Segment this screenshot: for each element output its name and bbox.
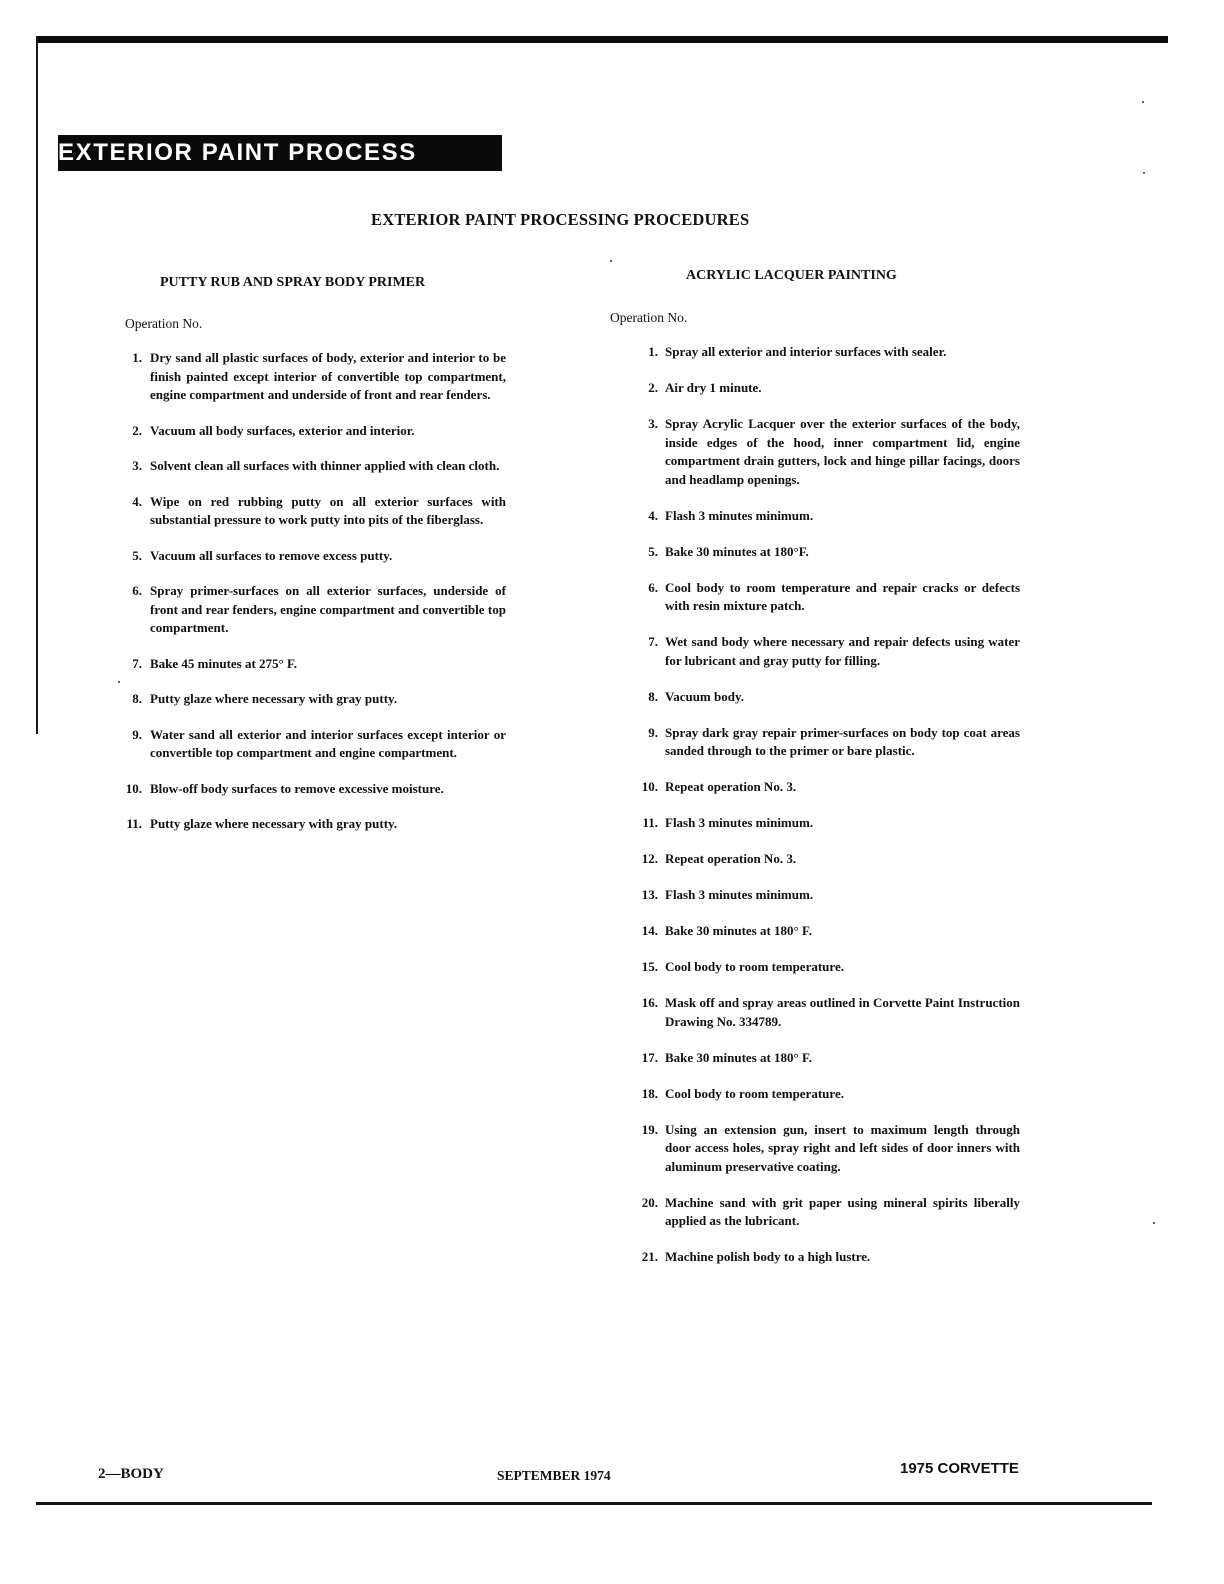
step-text: Bake 30 minutes at 180° F. xyxy=(665,1049,813,1065)
step-number: 5. xyxy=(648,543,658,559)
step-number: 13. xyxy=(641,887,658,902)
step-text: Cool body to room temperature. xyxy=(665,959,844,974)
operation-step xyxy=(128,655,506,674)
section-banner: EXTERIOR PAINT PROCESS xyxy=(58,135,502,171)
step-text: Machine polish body to a high lustre. xyxy=(665,1249,871,1264)
operation-step xyxy=(125,780,506,799)
scan-speck xyxy=(1142,101,1144,103)
page-title: EXTERIOR PAINT PROCESSING PROCEDURES xyxy=(371,210,750,229)
operation-step xyxy=(128,690,506,709)
right-column-heading: ACRYLIC LACQUER PAINTING xyxy=(686,268,897,283)
operation-step xyxy=(640,922,1020,941)
step-text: Dry sand all plastic surfaces of body, exterior and interior to be finish painted except interior of convertible top compartment, engine compartment and underside of front and rear fenders. xyxy=(150,350,506,402)
operation-step xyxy=(640,1248,1020,1267)
step-number: 15. xyxy=(641,959,658,974)
operation-step xyxy=(640,579,1020,616)
step-text: Flash 3 minutes minimum. xyxy=(665,507,814,523)
operation-step xyxy=(640,1085,1020,1104)
step-number: 20. xyxy=(641,1194,658,1210)
left-margin-rule xyxy=(36,36,38,734)
footer-date: SEPTEMBER 1974 xyxy=(497,1468,611,1483)
right-steps-list xyxy=(640,343,1020,1284)
operation-step xyxy=(640,543,1020,562)
operation-step xyxy=(640,1121,1020,1177)
operation-step xyxy=(640,415,1020,489)
step-number: 11. xyxy=(642,815,658,830)
operation-step xyxy=(640,507,1020,526)
step-number: 10. xyxy=(125,780,142,796)
footer-section-page: 2—BODY xyxy=(98,1466,164,1482)
step-text: Spray dark gray repair primer-surfaces on body top coat areas sanded through to the primer or bare plastic. xyxy=(665,724,1020,758)
step-number: 4. xyxy=(132,493,142,509)
step-text: Spray all exterior and interior surfaces with sealer. xyxy=(665,344,947,359)
step-number: 7. xyxy=(648,634,658,649)
step-text: Repeat operation No. 3. xyxy=(665,779,797,794)
operation-step xyxy=(640,958,1020,977)
step-number: 1. xyxy=(648,344,658,359)
step-number: 18. xyxy=(641,1085,658,1101)
operation-step xyxy=(640,814,1020,833)
step-number: 9. xyxy=(648,724,658,740)
step-text: Putty glaze where necessary with gray putty. xyxy=(150,691,398,706)
operation-step xyxy=(640,379,1020,398)
operation-step xyxy=(128,726,506,763)
operation-step xyxy=(640,1194,1020,1231)
operation-step xyxy=(640,994,1020,1031)
step-number: 17. xyxy=(641,1049,658,1065)
operation-step xyxy=(128,493,506,530)
step-text: Mask off and spray areas outlined in Corvette Paint Instruction Drawing No. 334789. xyxy=(665,995,1020,1029)
step-text: Machine sand with grit paper using mineral spirits liberally applied as the lubricant. xyxy=(665,1194,1020,1228)
operation-step xyxy=(128,547,506,566)
operation-step xyxy=(128,457,506,476)
step-text: Flash 3 minutes minimum. xyxy=(665,815,814,830)
operation-step xyxy=(128,815,506,834)
step-number: 6. xyxy=(132,583,142,598)
step-number: 21. xyxy=(641,1249,658,1264)
step-text: Spray primer-surfaces on all exterior surfaces, underside of front and rear fenders, engine compartment and convertible top compartment. xyxy=(150,583,506,635)
step-number: 2. xyxy=(648,380,658,395)
left-column-heading: PUTTY RUB AND SPRAY BODY PRIMER xyxy=(160,275,426,290)
step-text: Repeat operation No. 3. xyxy=(665,851,797,866)
step-number: 3. xyxy=(648,416,658,431)
step-number: 7. xyxy=(132,655,142,671)
step-number: 8. xyxy=(132,691,142,706)
step-text: Bake 30 minutes at 180°F. xyxy=(665,543,809,559)
step-number: 9. xyxy=(132,726,142,742)
operation-step xyxy=(640,886,1020,905)
step-number: 6. xyxy=(648,579,658,595)
left-steps-list xyxy=(125,349,506,851)
scan-speck xyxy=(1153,1222,1155,1224)
footer-model: 1975 CORVETTE xyxy=(900,1460,1019,1477)
step-number: 14. xyxy=(641,923,658,938)
operation-step xyxy=(640,850,1020,869)
scan-speck xyxy=(1143,172,1145,174)
step-text: Blow-off body surfaces to remove excessive moisture. xyxy=(150,780,444,796)
step-text: Solvent clean all surfaces with thinner applied with clean cloth. xyxy=(150,458,500,473)
step-text: Bake 30 minutes at 180° F. xyxy=(665,923,813,938)
step-text: Using an extension gun, insert to maximum length through door access holes, spray right and left sides of door inners with aluminum preservative coating. xyxy=(665,1121,1020,1174)
step-number: 19. xyxy=(641,1121,658,1137)
scan-speck xyxy=(610,260,612,262)
step-text: Wipe on red rubbing putty on all exterior surfaces with substantial pressure to work putty into pits of the fiberglass. xyxy=(150,493,506,527)
step-text: Vacuum body. xyxy=(665,688,744,704)
step-text: Vacuum all surfaces to remove excess putty. xyxy=(150,547,393,563)
step-number: 2. xyxy=(132,422,142,438)
step-text: Putty glaze where necessary with gray putty. xyxy=(150,816,398,831)
step-number: 4. xyxy=(648,507,658,523)
operation-step xyxy=(640,343,1020,362)
scan-speck xyxy=(118,681,120,683)
operation-step xyxy=(640,778,1020,797)
step-text: Cool body to room temperature. xyxy=(665,1085,844,1101)
step-text: Flash 3 minutes minimum. xyxy=(665,887,814,902)
right-operation-label: Operation No. xyxy=(610,310,688,325)
operation-step xyxy=(128,349,506,405)
step-number: 12. xyxy=(641,851,658,866)
operation-step xyxy=(128,422,506,441)
left-operation-label: Operation No. xyxy=(125,316,203,331)
step-text: Water sand all exterior and interior surfaces except interior or convertible top compartment and engine compartment. xyxy=(150,726,506,760)
operation-step xyxy=(640,688,1020,707)
step-text: Air dry 1 minute. xyxy=(665,380,762,395)
step-number: 11. xyxy=(126,816,142,831)
step-number: 1. xyxy=(132,350,142,365)
step-text: Vacuum all body surfaces, exterior and interior. xyxy=(150,422,415,438)
step-number: 10. xyxy=(641,779,658,794)
step-number: 3. xyxy=(132,458,142,473)
operation-step xyxy=(640,633,1020,670)
top-rule xyxy=(36,36,1168,43)
step-text: Spray Acrylic Lacquer over the exterior surfaces of the body, inside edges of the hood, inner compartment lid, engine compartment drain gutters, lock and hinge pillar facings, doors and headlamp openings. xyxy=(665,416,1020,487)
step-text: Cool body to room temperature and repair cracks or defects with resin mixture patch. xyxy=(665,579,1020,613)
operation-step xyxy=(640,724,1020,761)
operation-step xyxy=(128,582,506,638)
step-number: 5. xyxy=(132,547,142,563)
step-number: 8. xyxy=(648,688,658,704)
bottom-rule xyxy=(36,1502,1152,1505)
operation-step xyxy=(640,1049,1020,1068)
step-text: Wet sand body where necessary and repair defects using water for lubricant and gray putty for filling. xyxy=(665,634,1020,668)
step-number: 16. xyxy=(641,995,658,1010)
step-text: Bake 45 minutes at 275° F. xyxy=(150,655,298,671)
